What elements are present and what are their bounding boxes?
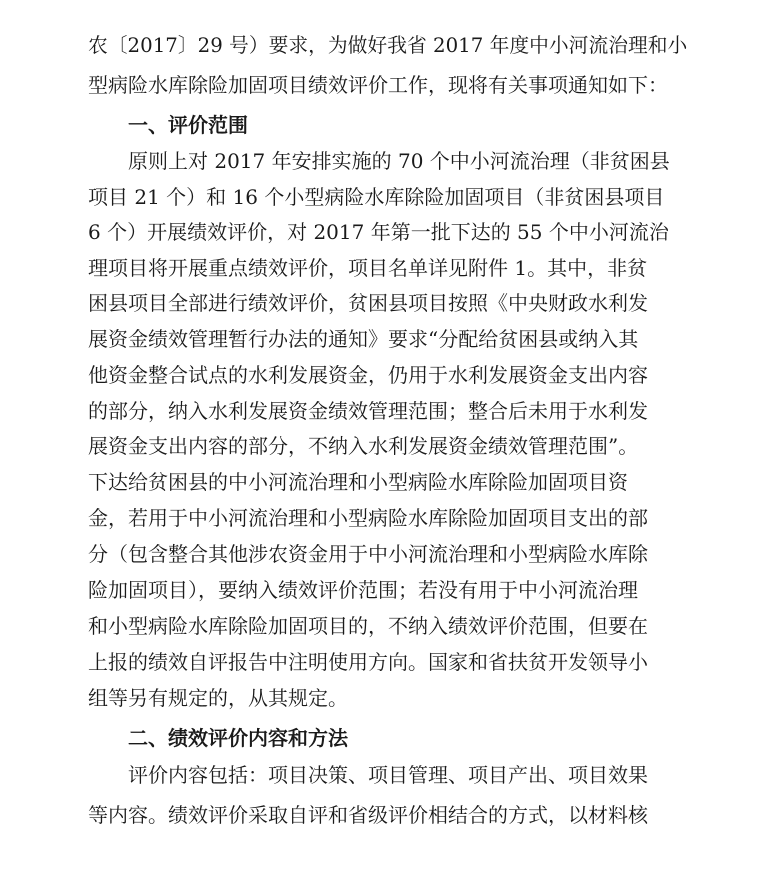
line-text: 展资金绩效管理暂行办法的通知》要求“分配给贫困县或纳入其 bbox=[88, 327, 639, 351]
text-line-9 bbox=[0, 324, 767, 354]
text-line-19 bbox=[0, 683, 767, 713]
line-text: 等内容。绩效评价采取自评和省级评价相结合的方式，以材料核 bbox=[88, 803, 648, 827]
line-text: 原则上对 2017 年安排实施的 70 个中小河流治理（非贫困县 bbox=[128, 149, 670, 173]
line-text: 的部分，纳入水利发展资金绩效管理范围；整合后未用于水利发 bbox=[88, 399, 648, 423]
text-line-7 bbox=[0, 253, 767, 283]
line-text: 理项目将开展重点绩效评价，项目名单详见附件 1。其中，非贫 bbox=[88, 256, 648, 280]
line-text: 农〔2017〕29 号）要求，为做好我省 2017 年度中小河流治理和小 bbox=[88, 33, 688, 57]
line-text: 分（包含整合其他涉农资金用于中小河流治理和小型病险水库除 bbox=[88, 542, 648, 566]
text-line-17 bbox=[0, 611, 767, 641]
text-line-12 bbox=[0, 431, 767, 461]
text-line-16 bbox=[0, 575, 767, 605]
line-text: 险加固项目），要纳入绩效评价范围；若没有用于中小河流治理 bbox=[88, 578, 638, 602]
text-line-14 bbox=[0, 503, 767, 533]
text-line-1 bbox=[0, 30, 767, 60]
line-text: 6 个）开展绩效评价，对 2017 年第一批下达的 55 个中小河流治 bbox=[88, 220, 669, 244]
text-line-22 bbox=[0, 800, 767, 830]
section-heading-1 bbox=[0, 110, 767, 140]
line-text: 组等另有规定的，从其规定。 bbox=[88, 686, 348, 710]
text-line-5 bbox=[0, 182, 767, 212]
section-heading-2 bbox=[0, 723, 767, 753]
line-text: 上报的绩效自评报告中注明使用方向。国家和省扶贫开发领导小 bbox=[88, 650, 648, 674]
heading-text: 二、绩效评价内容和方法 bbox=[128, 726, 348, 750]
line-text: 评价内容包括：项目决策、项目管理、项目产出、项目效果 bbox=[128, 763, 648, 787]
text-line-6 bbox=[0, 217, 767, 247]
heading-text: 一、评价范围 bbox=[128, 113, 248, 137]
line-text: 他资金整合试点的水利发展资金，仍用于水利发展资金支出内容 bbox=[88, 363, 648, 387]
text-line-10 bbox=[0, 360, 767, 390]
text-line-4 bbox=[0, 146, 767, 176]
text-line-18 bbox=[0, 647, 767, 677]
text-line-13 bbox=[0, 467, 767, 497]
line-text: 下达给贫困县的中小河流治理和小型病险水库除险加固项目资 bbox=[88, 470, 628, 494]
line-text: 困县项目全部进行绩效评价，贫困县项目按照《中央财政水利发 bbox=[88, 291, 648, 315]
line-text: 展资金支出内容的部分，不纳入水利发展资金绩效管理范围”。 bbox=[88, 434, 639, 458]
line-text: 和小型病险水库除险加固项目的，不纳入绩效评价范围，但要在 bbox=[88, 614, 648, 638]
line-text: 金，若用于中小河流治理和小型病险水库除险加固项目支出的部 bbox=[88, 506, 648, 530]
text-line-15 bbox=[0, 539, 767, 569]
text-line-2 bbox=[0, 70, 767, 100]
line-text: 型病险水库除险加固项目绩效评价工作，现将有关事项通知如下： bbox=[88, 73, 668, 97]
text-line-11 bbox=[0, 396, 767, 426]
text-line-21 bbox=[0, 760, 767, 790]
line-text: 项目 21 个）和 16 个小型病险水库除险加固项目（非贫困县项目 bbox=[88, 185, 665, 209]
text-line-8 bbox=[0, 288, 767, 318]
